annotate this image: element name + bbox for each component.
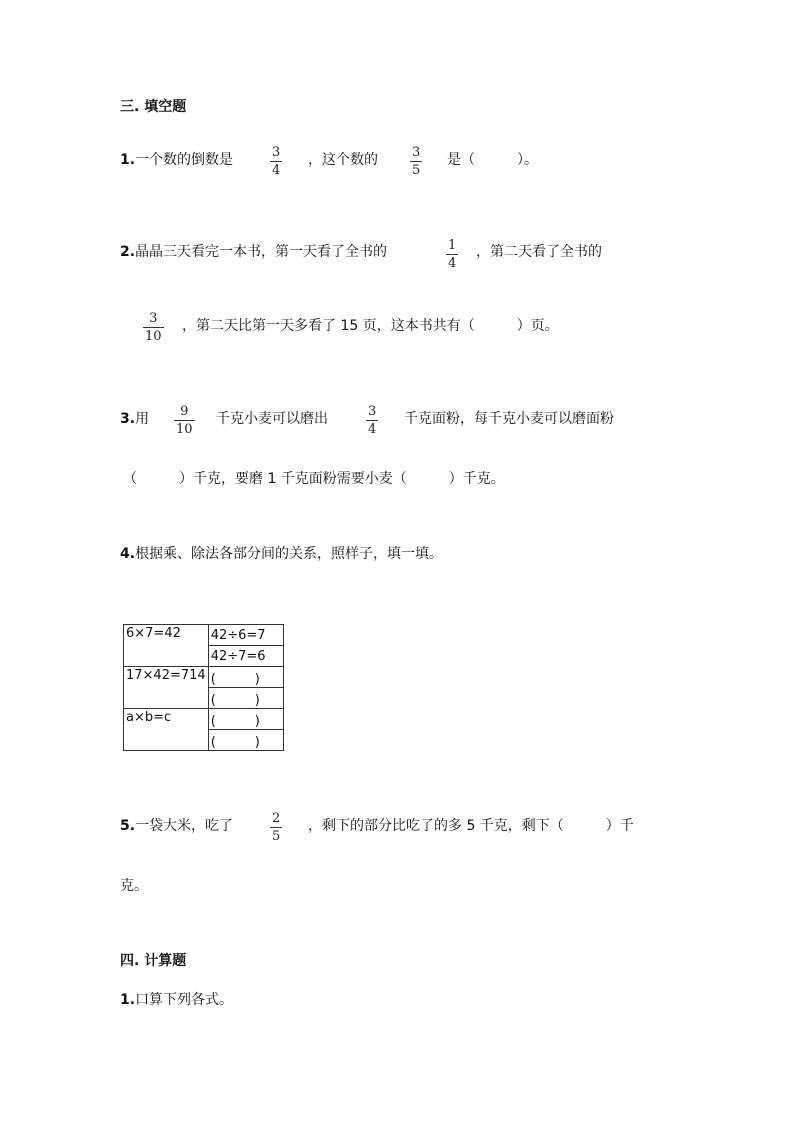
- q2-text-a: 晶晶三天看完一本书，第一天看了全书的: [135, 244, 388, 260]
- q4-line: [120, 544, 443, 564]
- q1-frac2-denominator: 5: [412, 163, 421, 178]
- q2-line-1: [120, 242, 387, 262]
- q2-fraction-1: [446, 238, 458, 271]
- q3-text-a: 用: [135, 411, 150, 427]
- calc1-text: 口算下列各式。: [135, 992, 234, 1008]
- q2-frac1-numerator: 1: [448, 238, 457, 253]
- q2-number: 2.: [120, 244, 136, 260]
- table-cell-left: 6×7=42: [124, 625, 209, 667]
- q1-text-a: 一个数的倒数是: [135, 152, 234, 168]
- q3-fraction-1: [174, 404, 195, 437]
- q2-frac2-numerator: 3: [149, 311, 158, 326]
- calc1-line: [120, 990, 233, 1010]
- q1-fraction-1: [270, 145, 282, 178]
- section-title-fill-blank: 三. 填空题: [120, 99, 187, 115]
- q5-frac1-denominator: 5: [272, 829, 281, 844]
- q3-text-c: 千克面粉，每千克小麦可以磨面粉: [404, 411, 614, 427]
- answer-blank[interactable]: ( ): [208, 709, 283, 730]
- q3-text-d: （ ）千克，要磨 1 千克面粉需要小麦（ ）千克。: [123, 471, 505, 487]
- table-cell-left: a×b=c: [124, 709, 209, 751]
- q1-frac1-numerator: 3: [272, 145, 281, 160]
- answer-blank[interactable]: ( ): [208, 688, 283, 709]
- table-row: [124, 625, 284, 646]
- q5-number: 5.: [120, 818, 136, 834]
- table-cell-left: 17×42=714: [124, 667, 209, 709]
- section-title-calculation: 四. 计算题: [120, 953, 187, 969]
- q1-frac2-numerator: 3: [412, 145, 421, 160]
- q3-text-b: 千克小麦可以磨出: [216, 411, 328, 427]
- q2-text-b: ，第二天看了全书的: [476, 244, 602, 260]
- q5-line-1: [120, 816, 233, 836]
- q1-text-b: ，这个数的: [308, 152, 378, 168]
- q1-frac1-denominator: 4: [272, 163, 281, 178]
- q5-frac1-numerator: 2: [272, 811, 281, 826]
- q5-text-c: 克。: [120, 878, 148, 894]
- q3-number: 3.: [120, 411, 136, 427]
- q1-line: [120, 150, 233, 170]
- q2-frac1-denominator: 4: [448, 256, 457, 271]
- q3-fraction-2: [366, 404, 378, 437]
- q4-number: 4.: [120, 546, 136, 562]
- q3-line-1: [120, 409, 149, 429]
- q5-text-b: ，剩下的部分比吃了的多 5 千克，剩下（ ）千: [308, 818, 634, 834]
- table-row: [124, 667, 284, 688]
- answer-blank[interactable]: ( ): [208, 730, 283, 751]
- q5-text-a: 一袋大米，吃了: [135, 818, 234, 834]
- q4-text: 根据乘、除法各部分间的关系，照样子，填一填。: [135, 546, 444, 562]
- q5-fraction-1: [270, 811, 282, 844]
- table-cell-right: 42÷7=6: [208, 646, 283, 667]
- q3-frac2-denominator: 4: [368, 422, 377, 437]
- q1-number: 1.: [120, 152, 136, 168]
- q1-text-c: 是（ ）。: [447, 152, 538, 168]
- q2-text-c: ，第二天比第一天多看了 15 页，这本书共有（ ）页。: [182, 318, 559, 334]
- operations-table: [123, 624, 284, 751]
- table-row: [124, 709, 284, 730]
- q3-frac1-denominator: 10: [176, 422, 193, 437]
- q1-fraction-2: [410, 145, 422, 178]
- calc1-number: 1.: [120, 992, 136, 1008]
- q2-frac2-denominator: 10: [145, 329, 162, 344]
- q3-frac2-numerator: 3: [368, 404, 377, 419]
- q3-frac1-numerator: 9: [180, 404, 189, 419]
- q2-fraction-2: [143, 311, 164, 344]
- answer-blank[interactable]: ( ): [208, 667, 283, 688]
- table-cell-right: 42÷6=7: [208, 625, 283, 646]
